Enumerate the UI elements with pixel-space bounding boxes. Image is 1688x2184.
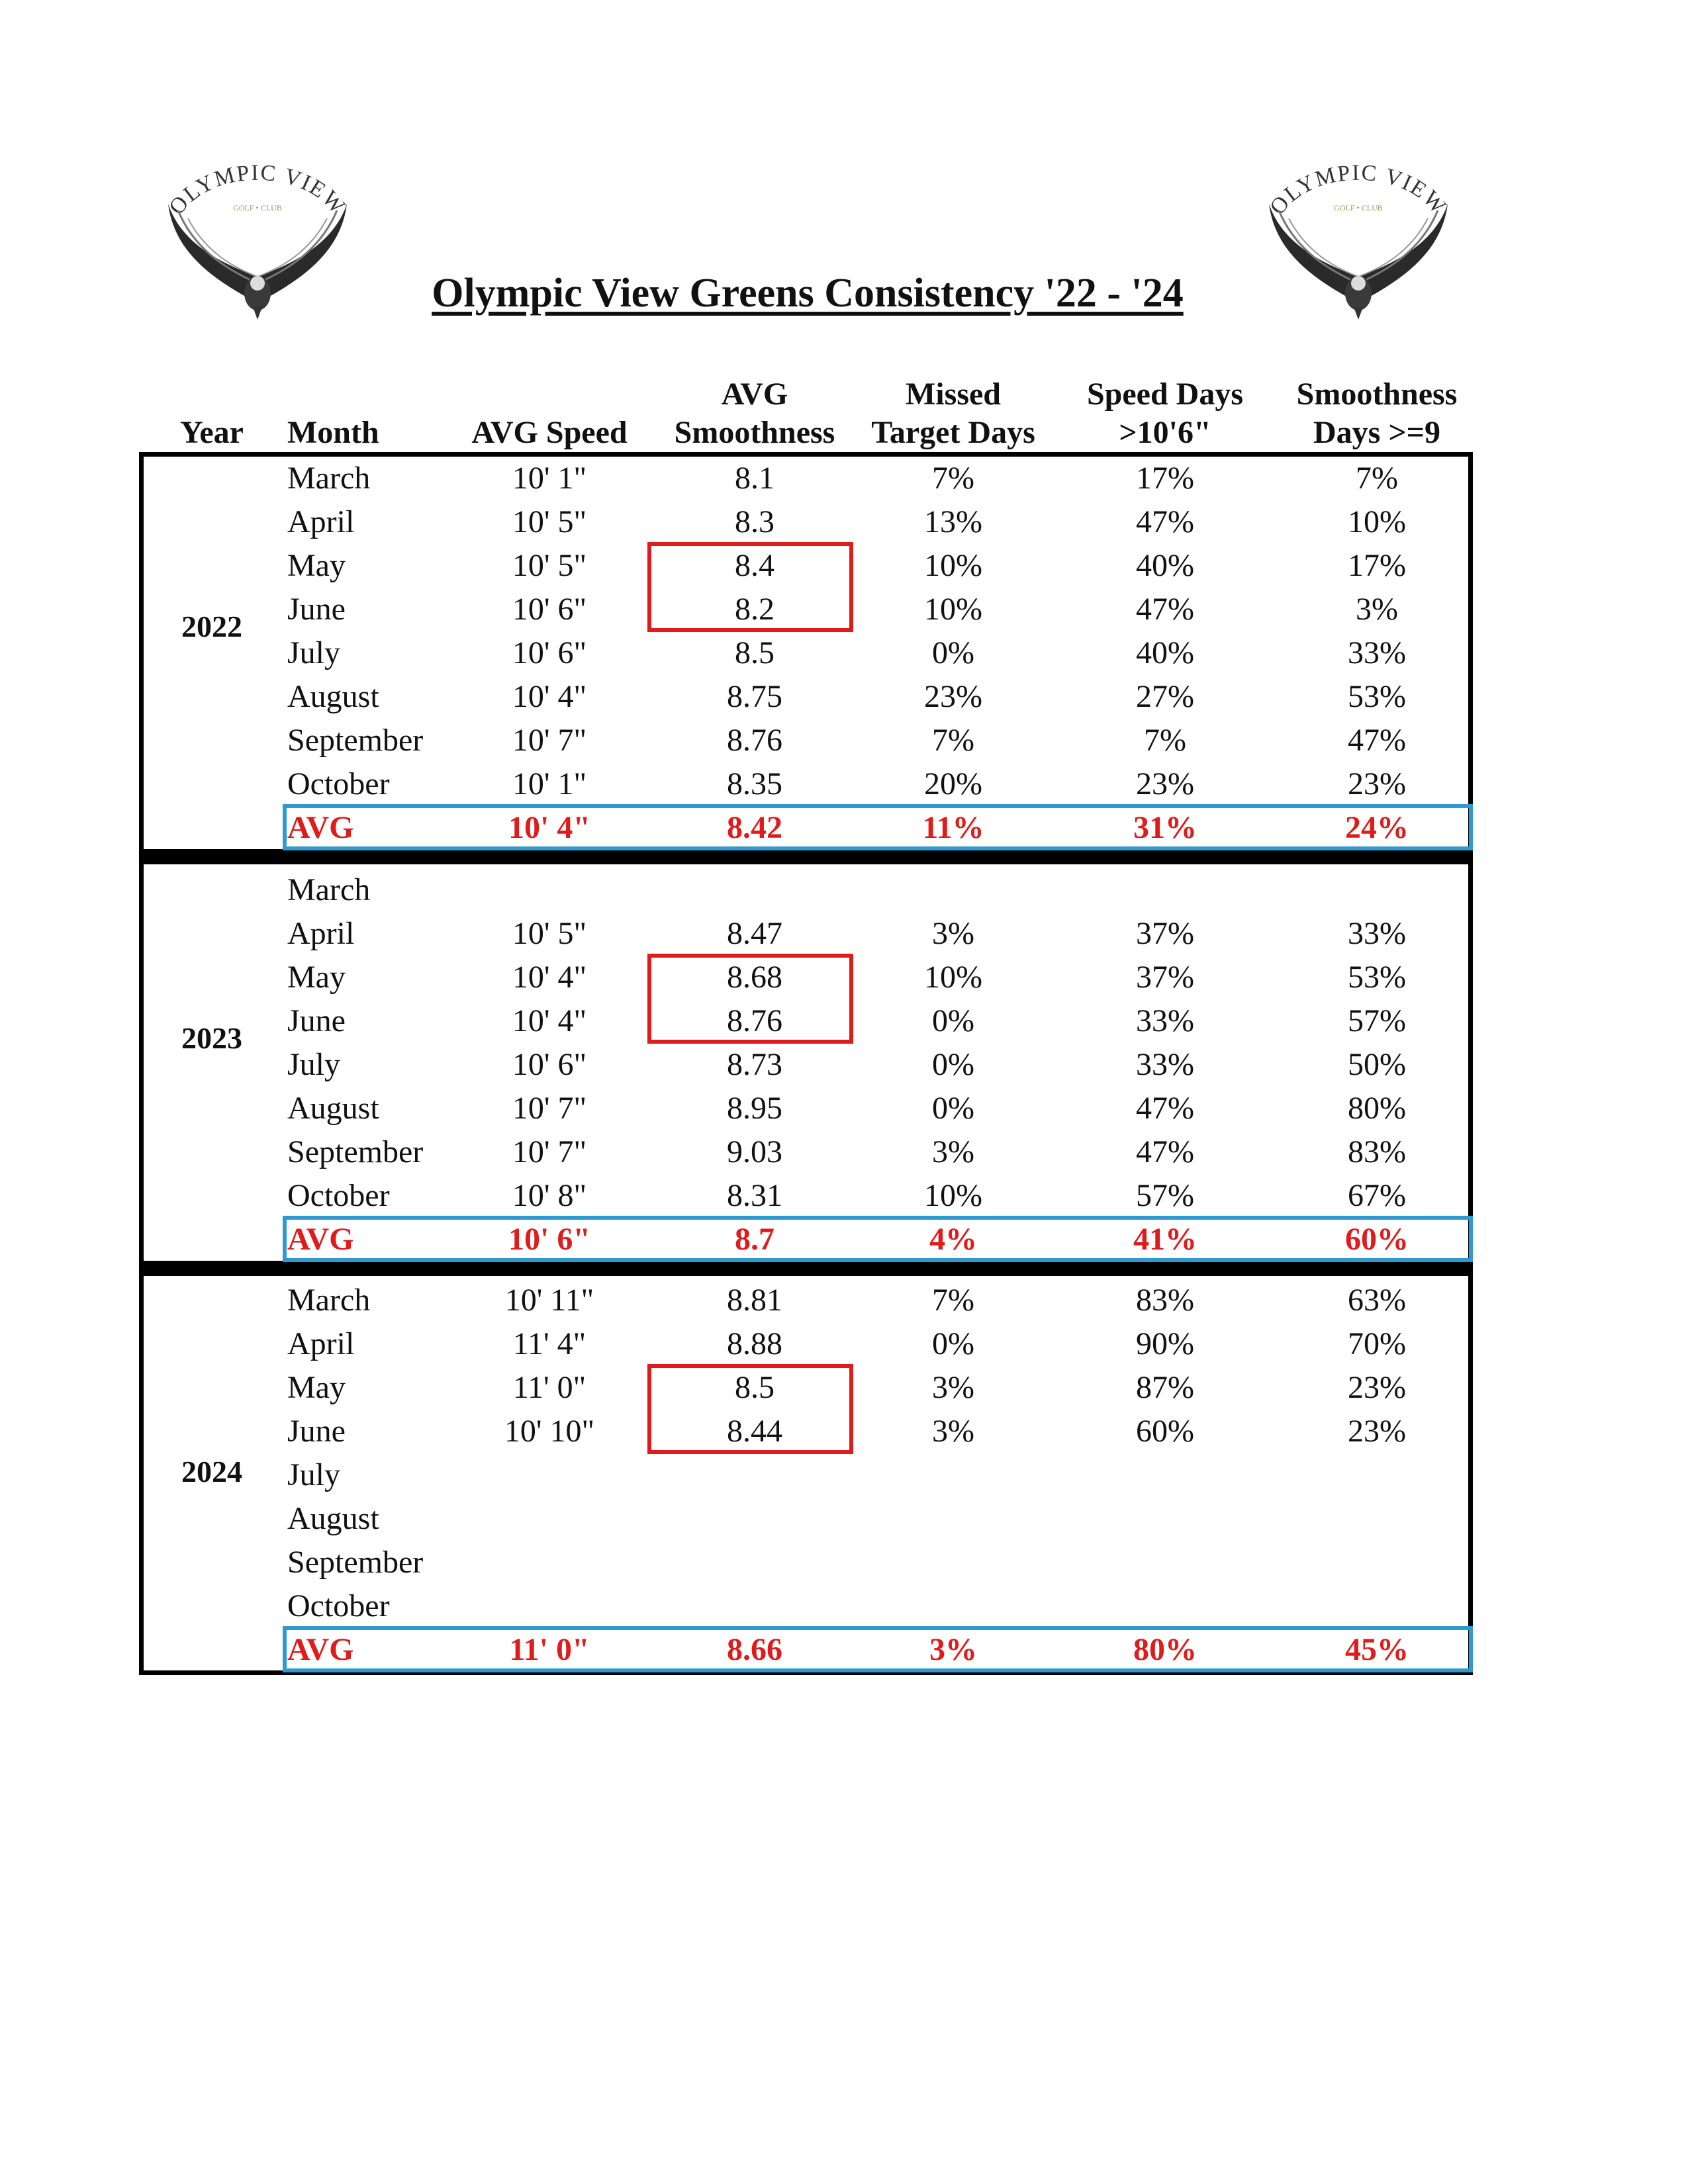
smooth-days-cell: 50% bbox=[1348, 1047, 1406, 1082]
missed-cell: 7% bbox=[932, 1283, 974, 1318]
table-row bbox=[0, 1497, 1688, 1541]
speed-cell bbox=[463, 1497, 635, 1541]
table-row bbox=[0, 1087, 1688, 1130]
speed-days-cell: 90% bbox=[1136, 1326, 1194, 1361]
smoothness-cell: 8.47 bbox=[727, 916, 782, 951]
svg-text:GOLF • CLUB: GOLF • CLUB bbox=[233, 203, 282, 212]
speed-days-cell: 17% bbox=[1136, 461, 1194, 496]
smoothness-cell bbox=[662, 1497, 847, 1541]
speed-days-cell: 27% bbox=[1136, 679, 1194, 714]
smooth-days-cell: 47% bbox=[1348, 723, 1406, 758]
table-row bbox=[0, 1322, 1688, 1366]
month-cell: April bbox=[287, 1326, 355, 1361]
table-row bbox=[0, 1043, 1688, 1087]
speed-days-cell: 7% bbox=[1144, 723, 1186, 758]
month-cell: March bbox=[287, 461, 371, 496]
smooth-days-cell: 63% bbox=[1348, 1283, 1406, 1318]
smooth-days-cell: 70% bbox=[1348, 1326, 1406, 1361]
avg-smooth-days-cell: 45% bbox=[1345, 1632, 1409, 1667]
speed-days-cell: 60% bbox=[1136, 1414, 1194, 1449]
speed-cell: 11' 4" bbox=[512, 1326, 586, 1361]
speed-cell bbox=[463, 1584, 635, 1628]
speed-days-cell: 40% bbox=[1136, 635, 1194, 670]
page-title: Olympic View Greens Consistency '22 - '24 bbox=[432, 271, 1184, 316]
table-row bbox=[0, 1584, 1688, 1628]
missed-cell: 3% bbox=[932, 916, 974, 951]
speed-cell: 10' 1" bbox=[512, 461, 587, 496]
speed-cell bbox=[463, 1541, 635, 1584]
speed-days-cell: 47% bbox=[1136, 1134, 1194, 1169]
table-row bbox=[0, 675, 1688, 719]
smoothness-cell: 8.73 bbox=[727, 1047, 782, 1082]
table-row bbox=[0, 631, 1688, 675]
month-cell: July bbox=[287, 1047, 341, 1082]
month-cell: September bbox=[287, 1545, 424, 1580]
month-cell: September bbox=[287, 723, 424, 758]
avg-speed-days-cell: 31% bbox=[1133, 810, 1197, 845]
missed-cell: 0% bbox=[932, 635, 974, 670]
smooth-days-cell: 67% bbox=[1348, 1178, 1406, 1213]
month-cell: July bbox=[287, 1457, 341, 1492]
smooth-days-cell bbox=[1284, 868, 1470, 912]
avg-smoothness-cell: 8.66 bbox=[727, 1632, 782, 1667]
missed-cell: 7% bbox=[932, 723, 974, 758]
missed-cell: 23% bbox=[924, 679, 982, 714]
month-cell: May bbox=[287, 960, 346, 995]
smooth-days-cell: 3% bbox=[1356, 592, 1398, 627]
speed-days-cell: 33% bbox=[1136, 1047, 1194, 1082]
speed-cell: 10' 5" bbox=[512, 504, 587, 539]
missed-cell: 10% bbox=[924, 592, 982, 627]
speed-cell: 10' 10" bbox=[504, 1414, 595, 1449]
month-cell: June bbox=[287, 1414, 346, 1449]
smooth-days-cell: 53% bbox=[1348, 679, 1406, 714]
speed-days-cell bbox=[1072, 1584, 1258, 1628]
speed-days-cell bbox=[1072, 1541, 1258, 1584]
smooth-days-cell: 57% bbox=[1348, 1003, 1406, 1038]
year-label: 2023 bbox=[181, 1021, 242, 1055]
missed-cell bbox=[861, 1584, 1046, 1628]
header-avg-smoothness-line2: Smoothness bbox=[674, 415, 835, 450]
table-row bbox=[0, 1174, 1688, 1218]
table-row bbox=[0, 500, 1688, 544]
smoothness-cell bbox=[662, 1584, 847, 1628]
header-missed-line2: Target Days bbox=[871, 415, 1035, 450]
avg-row bbox=[0, 806, 1688, 850]
smoothness-highlight-box bbox=[647, 542, 853, 632]
table-row bbox=[0, 868, 1688, 912]
speed-cell: 10' 7" bbox=[512, 1134, 587, 1169]
smooth-days-cell bbox=[1284, 1453, 1470, 1497]
smooth-days-cell: 17% bbox=[1348, 548, 1406, 583]
header-avg-speed: AVG Speed bbox=[471, 415, 628, 450]
speed-cell: 11' 0" bbox=[512, 1370, 586, 1405]
month-cell: September bbox=[287, 1134, 424, 1169]
smooth-days-cell: 33% bbox=[1348, 635, 1406, 670]
speed-cell: 10' 7" bbox=[512, 723, 587, 758]
speed-days-cell: 33% bbox=[1136, 1003, 1194, 1038]
speed-cell bbox=[463, 868, 635, 912]
missed-cell: 0% bbox=[932, 1003, 974, 1038]
month-cell: April bbox=[287, 504, 355, 539]
missed-cell: 7% bbox=[932, 461, 974, 496]
speed-cell: 10' 8" bbox=[512, 1178, 587, 1213]
avg-label: AVG bbox=[287, 1632, 354, 1667]
avg-label: AVG bbox=[287, 1222, 354, 1257]
table-row bbox=[0, 912, 1688, 956]
header-missed-line1: Missed bbox=[906, 377, 1001, 412]
table-row bbox=[0, 1279, 1688, 1322]
smooth-days-cell: 83% bbox=[1348, 1134, 1406, 1169]
smoothness-cell: 8.2 bbox=[735, 592, 774, 627]
missed-cell bbox=[861, 1453, 1046, 1497]
smoothness-cell: 8.75 bbox=[727, 679, 782, 714]
smoothness-cell bbox=[662, 1541, 847, 1584]
smooth-days-cell: 33% bbox=[1348, 916, 1406, 951]
smoothness-cell bbox=[662, 1453, 847, 1497]
table-row bbox=[0, 719, 1688, 762]
missed-cell: 0% bbox=[932, 1091, 974, 1126]
missed-cell: 10% bbox=[924, 1178, 982, 1213]
speed-days-cell: 23% bbox=[1136, 766, 1194, 801]
header-smooth-days-line2: Days >=9 bbox=[1313, 415, 1441, 450]
missed-cell bbox=[861, 1541, 1046, 1584]
smoothness-cell: 8.76 bbox=[727, 1003, 782, 1038]
missed-cell: 3% bbox=[932, 1370, 974, 1405]
speed-cell: 10' 5" bbox=[512, 916, 587, 951]
speed-days-cell: 87% bbox=[1136, 1370, 1194, 1405]
avg-speed-days-cell: 41% bbox=[1133, 1222, 1197, 1257]
avg-speed-cell: 10' 4" bbox=[508, 810, 590, 845]
speed-cell: 10' 4" bbox=[512, 679, 587, 714]
speed-days-cell: 40% bbox=[1136, 548, 1194, 583]
year-label: 2022 bbox=[181, 610, 242, 643]
month-cell: April bbox=[287, 916, 355, 951]
missed-cell: 0% bbox=[932, 1326, 974, 1361]
avg-speed-cell: 11' 0" bbox=[509, 1632, 590, 1667]
smooth-days-cell: 23% bbox=[1348, 766, 1406, 801]
avg-speed-cell: 10' 6" bbox=[508, 1222, 590, 1257]
avg-smooth-days-cell: 24% bbox=[1345, 810, 1409, 845]
month-cell: October bbox=[287, 1178, 390, 1213]
month-cell: August bbox=[287, 1091, 379, 1126]
speed-days-cell bbox=[1072, 1497, 1258, 1541]
smoothness-cell bbox=[662, 868, 847, 912]
smoothness-cell: 8.68 bbox=[727, 960, 782, 995]
block-separator bbox=[139, 1261, 1473, 1271]
smooth-days-cell: 10% bbox=[1348, 504, 1406, 539]
smoothness-highlight-box bbox=[647, 954, 853, 1044]
smoothness-cell: 8.81 bbox=[727, 1283, 782, 1318]
table-row bbox=[0, 1130, 1688, 1174]
month-cell: March bbox=[287, 872, 371, 907]
speed-cell: 10' 6" bbox=[512, 635, 587, 670]
missed-cell: 3% bbox=[932, 1414, 974, 1449]
table-row bbox=[0, 1541, 1688, 1584]
year-label: 2024 bbox=[181, 1455, 242, 1488]
header-speed-days-line2: >10'6" bbox=[1119, 415, 1211, 450]
missed-cell: 20% bbox=[924, 766, 982, 801]
smooth-days-cell bbox=[1284, 1541, 1470, 1584]
smooth-days-cell bbox=[1284, 1584, 1470, 1628]
month-cell: March bbox=[287, 1283, 371, 1318]
speed-days-cell bbox=[1072, 868, 1258, 912]
speed-cell: 10' 7" bbox=[512, 1091, 587, 1126]
missed-cell bbox=[861, 868, 1046, 912]
avg-smooth-days-cell: 60% bbox=[1345, 1222, 1409, 1257]
speed-days-cell: 47% bbox=[1136, 592, 1194, 627]
speed-cell: 10' 6" bbox=[512, 1047, 587, 1082]
speed-cell bbox=[463, 1453, 635, 1497]
missed-cell: 10% bbox=[924, 548, 982, 583]
month-cell: July bbox=[287, 635, 341, 670]
header-speed-days-line1: Speed Days bbox=[1086, 377, 1244, 412]
svg-text:OLYMPIC VIEW: OLYMPIC VIEW bbox=[1265, 160, 1452, 220]
speed-days-cell: 37% bbox=[1136, 960, 1194, 995]
smooth-days-cell: 7% bbox=[1356, 461, 1398, 496]
month-cell: August bbox=[287, 1501, 379, 1536]
table-row bbox=[0, 457, 1688, 500]
speed-days-cell: 47% bbox=[1136, 1091, 1194, 1126]
speed-cell: 10' 4" bbox=[512, 960, 587, 995]
table-row bbox=[0, 1453, 1688, 1497]
speed-cell: 10' 5" bbox=[512, 548, 587, 583]
smoothness-cell: 8.4 bbox=[735, 548, 774, 583]
month-cell: August bbox=[287, 679, 379, 714]
month-cell: June bbox=[287, 592, 346, 627]
header-avg-smoothness-line1: AVG bbox=[721, 377, 788, 412]
smoothness-cell: 8.35 bbox=[727, 766, 782, 801]
smooth-days-cell: 53% bbox=[1348, 960, 1406, 995]
smoothness-cell: 8.44 bbox=[727, 1414, 782, 1449]
smooth-days-cell: 23% bbox=[1348, 1370, 1406, 1405]
month-cell: May bbox=[287, 548, 346, 583]
speed-days-cell: 47% bbox=[1136, 504, 1194, 539]
header-smooth-days-line1: Smoothness bbox=[1296, 377, 1458, 412]
speed-cell: 10' 4" bbox=[512, 1003, 587, 1038]
speed-cell: 10' 6" bbox=[512, 592, 587, 627]
smooth-days-cell: 80% bbox=[1348, 1091, 1406, 1126]
missed-cell: 3% bbox=[932, 1134, 974, 1169]
speed-days-cell bbox=[1072, 1453, 1258, 1497]
smoothness-cell: 9.03 bbox=[727, 1134, 782, 1169]
smoothness-cell: 8.31 bbox=[727, 1178, 782, 1213]
avg-missed-cell: 11% bbox=[922, 810, 984, 845]
speed-days-cell: 57% bbox=[1136, 1178, 1194, 1213]
avg-smoothness-cell: 8.42 bbox=[727, 810, 782, 845]
smoothness-cell: 8.95 bbox=[727, 1091, 782, 1126]
smoothness-cell: 8.1 bbox=[735, 461, 774, 496]
avg-smoothness-cell: 8.7 bbox=[735, 1222, 774, 1257]
table-row bbox=[0, 762, 1688, 806]
smoothness-cell: 8.3 bbox=[735, 504, 774, 539]
month-cell: June bbox=[287, 1003, 346, 1038]
avg-row bbox=[0, 1628, 1688, 1672]
header-year: Year bbox=[180, 415, 244, 450]
avg-row bbox=[0, 1218, 1688, 1261]
avg-missed-cell: 3% bbox=[929, 1632, 977, 1667]
missed-cell: 10% bbox=[924, 960, 982, 995]
avg-speed-days-cell: 80% bbox=[1133, 1632, 1197, 1667]
missed-cell: 13% bbox=[924, 504, 982, 539]
avg-missed-cell: 4% bbox=[929, 1222, 977, 1257]
smoothness-cell: 8.5 bbox=[735, 1370, 774, 1405]
header-month: Month bbox=[287, 415, 379, 450]
smoothness-highlight-box bbox=[647, 1364, 853, 1454]
month-cell: October bbox=[287, 1588, 390, 1623]
missed-cell: 0% bbox=[932, 1047, 974, 1082]
speed-days-cell: 83% bbox=[1136, 1283, 1194, 1318]
smoothness-cell: 8.5 bbox=[735, 635, 774, 670]
smooth-days-cell: 23% bbox=[1348, 1414, 1406, 1449]
svg-text:OLYMPIC VIEW: OLYMPIC VIEW bbox=[164, 160, 351, 220]
block-separator bbox=[139, 849, 1473, 860]
speed-cell: 10' 11" bbox=[504, 1283, 594, 1318]
smooth-days-cell bbox=[1284, 1497, 1470, 1541]
smoothness-cell: 8.88 bbox=[727, 1326, 782, 1361]
avg-label: AVG bbox=[287, 810, 354, 845]
month-cell: October bbox=[287, 766, 390, 801]
svg-text:GOLF • CLUB: GOLF • CLUB bbox=[1334, 203, 1383, 212]
smoothness-cell: 8.76 bbox=[727, 723, 782, 758]
speed-days-cell: 37% bbox=[1136, 916, 1194, 951]
month-cell: May bbox=[287, 1370, 346, 1405]
speed-cell: 10' 1" bbox=[512, 766, 587, 801]
missed-cell bbox=[861, 1497, 1046, 1541]
